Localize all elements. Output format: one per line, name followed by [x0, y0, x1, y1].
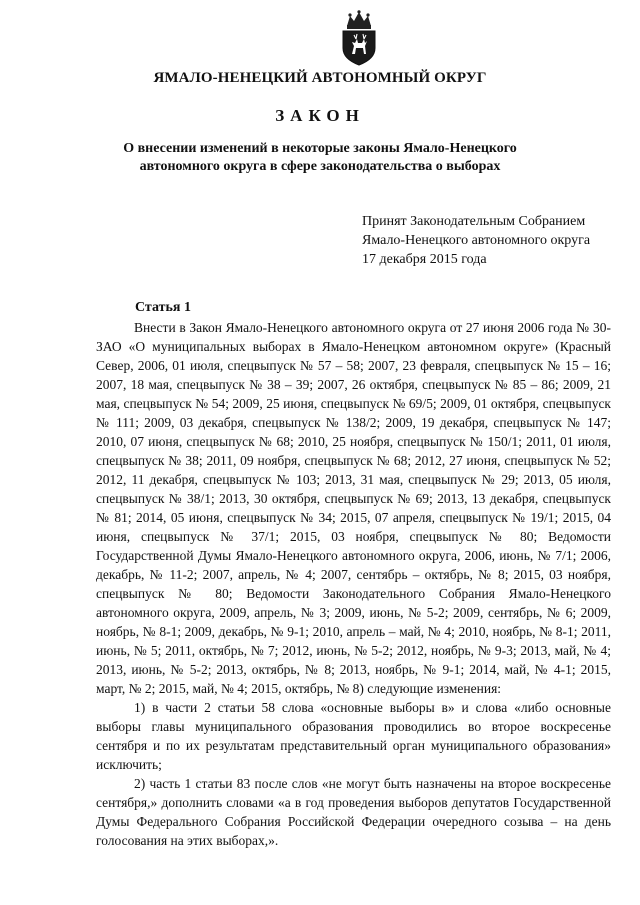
article-body — [96, 318, 611, 850]
article-paragraph-3: 2) часть 1 статьи 83 после слов «не могут быть назначены на второе воскресенье сентября,» дополнить словами «а в год проведения выборов депутатов Государственной Думы Федерального Собрания Российской Федерации очередного созыва – на день голосования на этих выборах,». — [96, 776, 611, 848]
coat-of-arms-emblem-icon — [338, 10, 380, 66]
adoption-line-1: Принят Законодательным Собранием — [362, 214, 586, 229]
adoption-date: 17 декабря 2015 года — [362, 252, 487, 267]
article-paragraph-1: Внести в Закон Ямало-Ненецкого автономного округа от 27 июня 2006 года № 30-ЗАО «О муниципальных выборах в Ямало-Ненецком автономном округе» (Красный Север, 2006, 01 июля, спецвыпуск № 57 – 58; 2007, 23 февраля, спецвыпуск № 15 – 16; 2007, 18 мая, спецвыпуск № 38 – 39; 2007, 26 октября, спецвыпуск № 85 – 86; 2009, 21 мая, спецвыпуск № 54; 2009, 25 июня, спецвыпуск № 69/5; 2009, 01 октября, спецвыпуск № 111; 2009, 03 декабря, спецвыпуск № 138/2; 2009, 19 декабря, спецвыпуск № 147; 2010, 07 июня, спецвыпуск № 68; 2010, 25 ноября, спецвыпуск № 150/1; 2011, 01 июля, спецвыпуск № 38; 2011, 09 ноября, спецвыпуск № 68; 2012, 27 июня, спецвыпуск № 52; 2012, 11 декабря, спецвыпуск № 103; 2013, 31 мая, спецвыпуск № 29; 2013, 05 июля, спецвыпуск № 38/1; 2013, 30 октября, спецвыпуск № 69; 2013, 13 декабря, спецвыпуск № 81; 2014, 05 июня, спецвыпуск № 34; 2015, 07 апреля, спецвыпуск № 19/1; 2015, 04 июня, спецвыпуск № 37/1; 2015, 03 ноября, спецвыпуск № 80; Ведомости Государственной Думы Ямало-Ненецкого автономного округа, 2006, июнь, № 7/1; 2006, декабрь, № 11-2; 2007, апрель, № 4; 2007, сентябрь – октябрь, № 8; 2015, 03 ноября, спецвыпуск № 80; Ведомости Законодательного Собрания Ямало-Ненецкого автономного округа, 2009, апрель, № 3; 2009, июнь, № 5-2; 2009, сентябрь, № 6; 2009, ноябрь, № 8-1; 2009, декабрь, № 9-1; 2010, апрель – май, № 4; 2010, ноябрь, № 8-1; 2011, июнь, № 5; 2011, октябрь, № 7; 2012, июнь, № 5-2; 2012, ноябрь, № 9-3; 2013, май, № 4; 2013, июнь, № 5-2; 2013, октябрь, № 8; 2013, ноябрь, № 9-1; 2014, май, № 4-1; 2015, март, № 2; 2015, май, № 4; 2015, октябрь, № 8) следующие изменения: — [96, 320, 611, 696]
law-subject-title: О внесении изменений в некоторые законы Ямало-Ненецкого автономного округа в сфере законодательства о выборах — [123, 141, 517, 174]
region-title: ЯМАЛО-НЕНЕЦКИЙ АВТОНОМНЫЙ ОКРУГ — [153, 70, 487, 86]
article-paragraph-2: 1) в части 2 статьи 58 слова «основные выборы в» и слова «либо основные выборы главы муниципального образования проводились во второе воскресенье сентября и по их результатам представительный орган муниципального образования» исключить; — [96, 700, 611, 772]
document-type-title: ЗАКОН — [275, 106, 365, 125]
adoption-line-2: Ямало-Ненецкого автономного округа — [362, 233, 591, 248]
article-heading: Статья 1 — [135, 300, 191, 315]
adoption-info — [362, 212, 632, 269]
